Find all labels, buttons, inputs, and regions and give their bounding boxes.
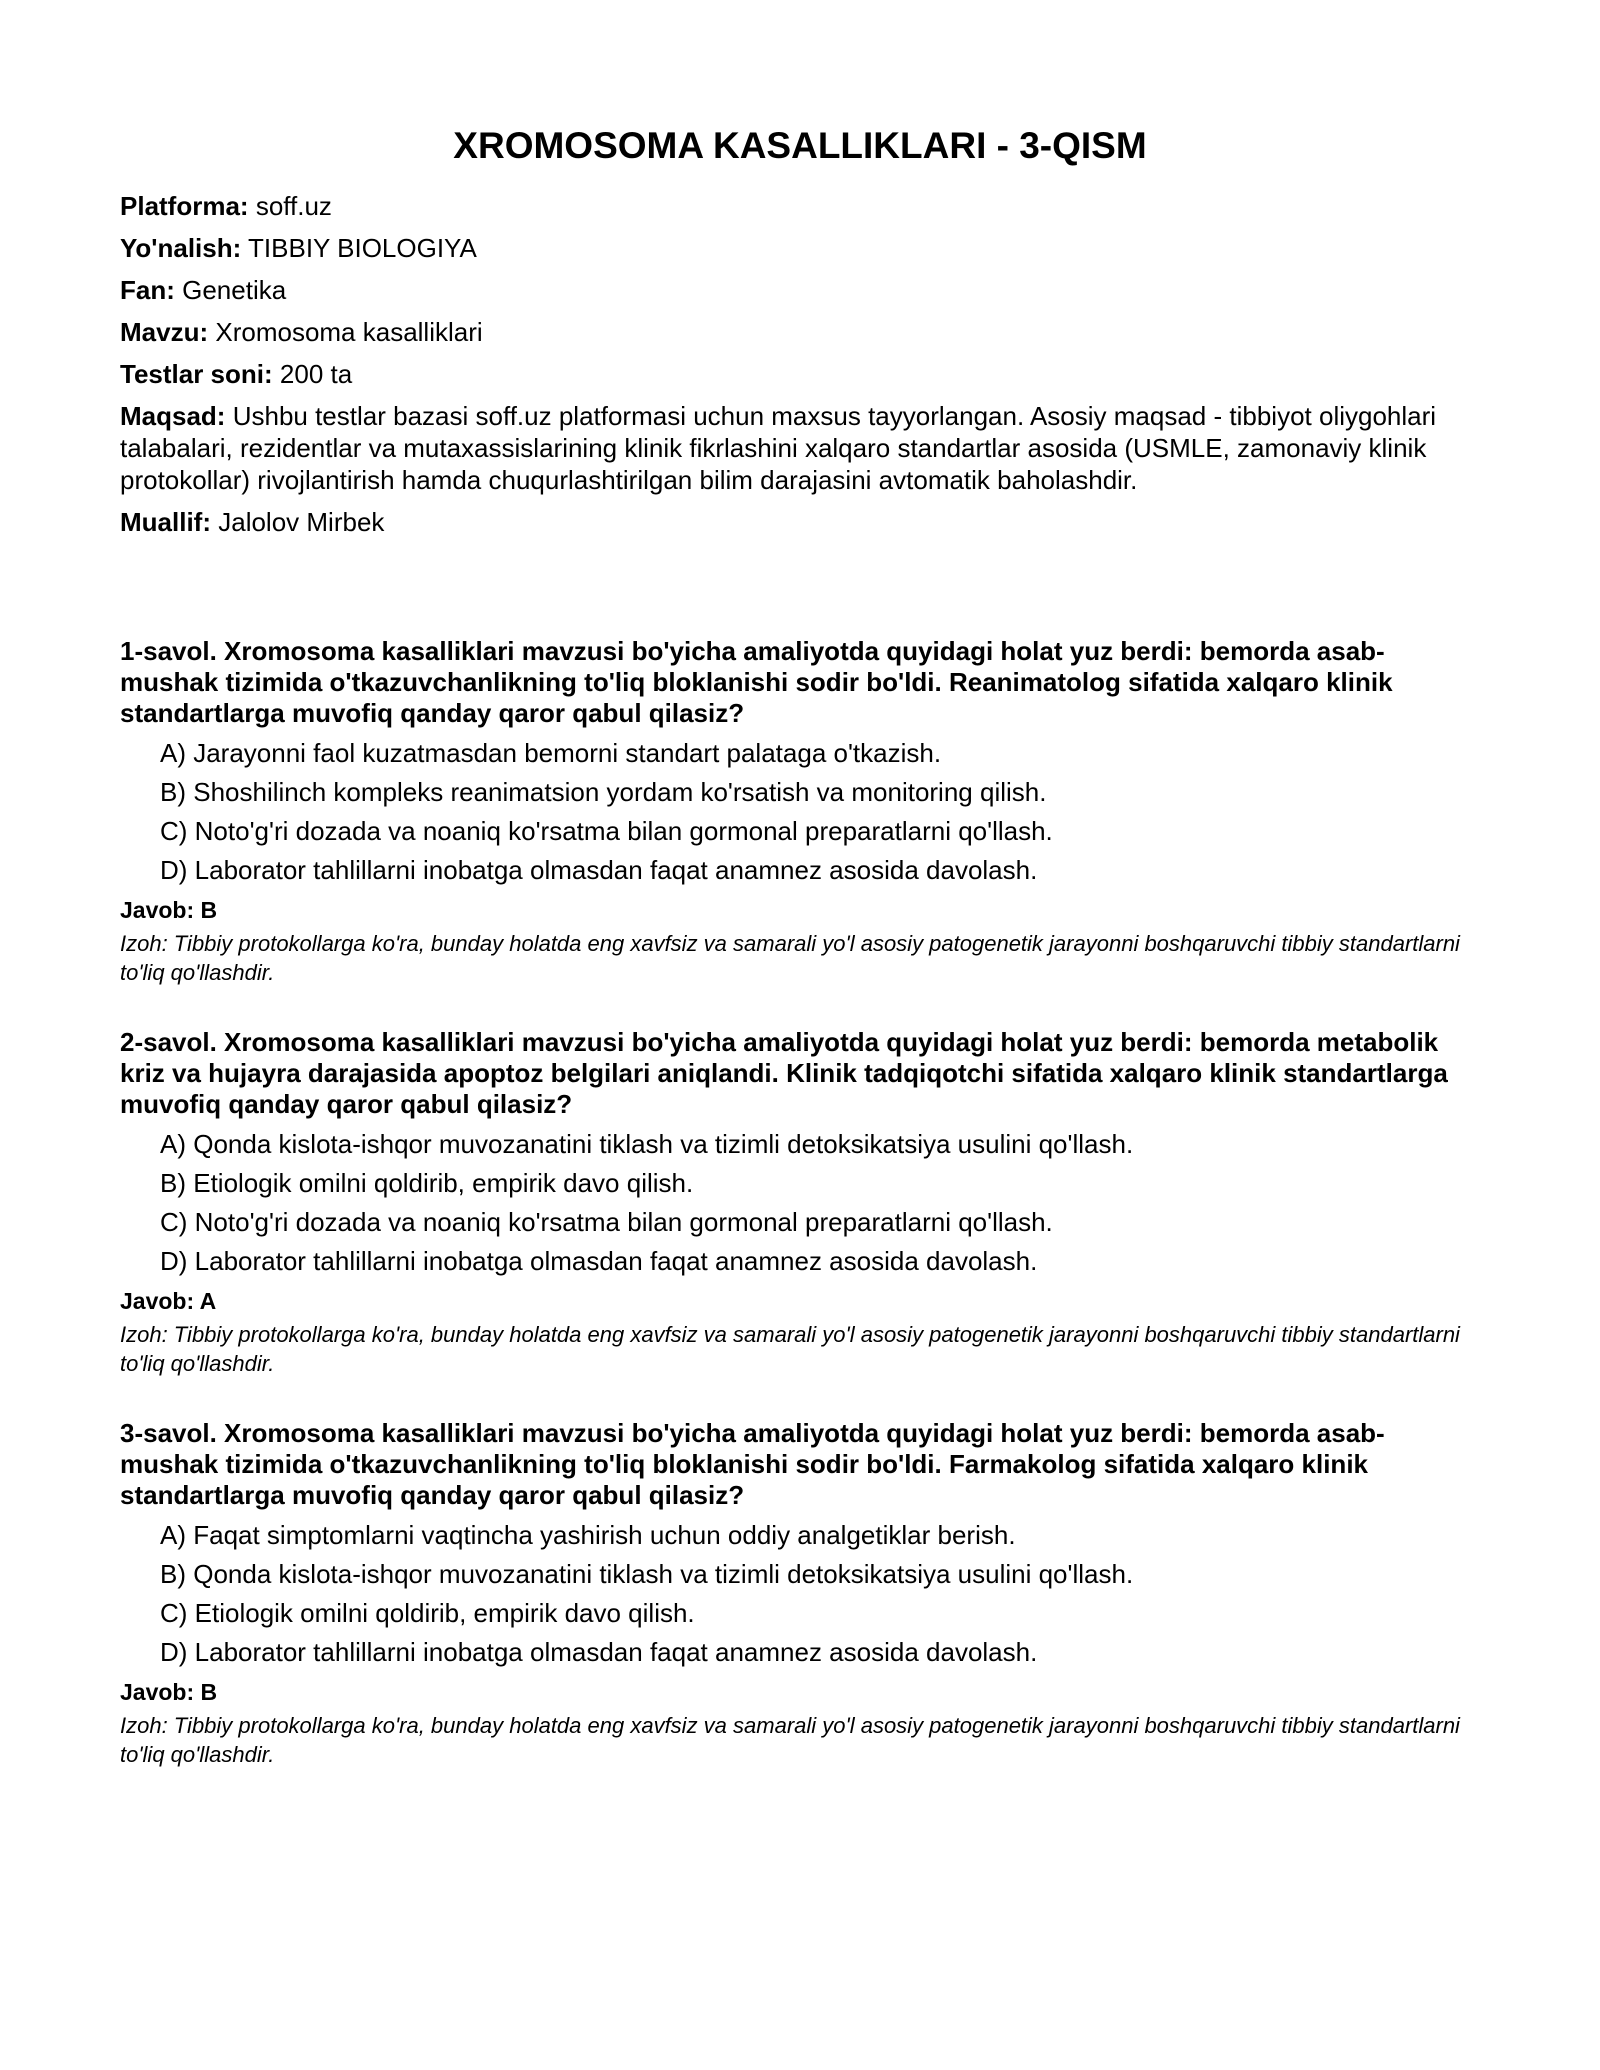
meta-value: TIBBIY BIOLOGIYA bbox=[248, 233, 477, 263]
option-a: A) Jarayonni faol kuzatmasdan bemorni standart palataga o'tkazish. bbox=[160, 738, 942, 768]
meta-value: Jalolov Mirbek bbox=[218, 507, 385, 537]
meta-value: Ushbu testlar bazasi soff.uz platformasi uchun maxsus tayyorlangan. Asosiy maqsad - tibbiyot oliygohlari talabalari, rezidentlar va mutaxassislarining klinik fikrlashini xalqaro standartlar asosida (USMLE, zamonaviy klinik protokollar) rivojlantirish hamda chuqurlashtirilgan bilim darajasini avtomatik baholashdir. bbox=[120, 401, 1437, 495]
option-c: C) Noto'g'ri dozada va noaniq ko'rsatma bilan gormonal preparatlarni qo'llash. bbox=[160, 816, 1053, 846]
option-d: D) Laborator tahlillarni inobatga olmasdan faqat anamnez asosida davolash. bbox=[160, 1246, 1038, 1276]
meta-purpose bbox=[120, 400, 1480, 496]
meta-key: Yo'nalish: bbox=[120, 233, 242, 263]
meta-key: Muallif: bbox=[120, 507, 211, 537]
meta-value: 200 ta bbox=[279, 359, 353, 389]
question-1 bbox=[120, 636, 1480, 987]
meta-key: Platforma: bbox=[120, 191, 249, 221]
option-b: B) Qonda kislota-ishqor muvozanatini tiklash va tizimli detoksikatsiya usulini qo'llash. bbox=[160, 1559, 1134, 1589]
question-2 bbox=[120, 1027, 1480, 1378]
document-title: XROMOSOMA KASALLIKLARI - 3-QISM bbox=[453, 125, 1147, 166]
meta-key: Testlar soni: bbox=[120, 359, 273, 389]
meta-subject bbox=[120, 274, 1480, 306]
option-a: A) Qonda kislota-ishqor muvozanatini tiklash va tizimli detoksikatsiya usulini qo'llash. bbox=[160, 1129, 1134, 1159]
section-spacer bbox=[120, 548, 1480, 636]
options-list bbox=[120, 1521, 1480, 1667]
explanation-note: Izoh: Tibbiy protokollarga ko'ra, bunday holatda eng xavfsiz va samarali yo'l asosiy patogenetik jarayonni boshqaruvchi tibbiy standartlarni to'liq qo'llashdir. bbox=[120, 931, 1460, 985]
meta-author bbox=[120, 506, 1480, 538]
option-b: B) Etiologik omilni qoldirib, empirik davo qilish. bbox=[160, 1168, 694, 1198]
metadata-section bbox=[120, 190, 1480, 538]
question-text: 2-savol. Xromosoma kasalliklari mavzusi bo'yicha amaliyotda quyidagi holat yuz berdi: bemorda metabolik kriz va hujayra darajasida apoptoz belgilari aniqlandi. Klinik tadqiqotchi sifatida xalqaro klinik standartlarga muvofiq qanday qaror qabul qilasiz? bbox=[120, 1027, 1448, 1119]
meta-value: Xromosoma kasalliklari bbox=[215, 317, 483, 347]
meta-test-count bbox=[120, 358, 1480, 390]
meta-platform bbox=[120, 190, 1480, 222]
options-list bbox=[120, 739, 1480, 885]
question-3 bbox=[120, 1418, 1480, 1769]
option-d: D) Laborator tahlillarni inobatga olmasdan faqat anamnez asosida davolash. bbox=[160, 1637, 1038, 1667]
option-d: D) Laborator tahlillarni inobatga olmasdan faqat anamnez asosida davolash. bbox=[160, 855, 1038, 885]
answer-label: Javob: B bbox=[120, 1679, 218, 1705]
option-c: C) Noto'g'ri dozada va noaniq ko'rsatma bilan gormonal preparatlarni qo'llash. bbox=[160, 1207, 1053, 1237]
options-list bbox=[120, 1130, 1480, 1276]
answer-label: Javob: B bbox=[120, 897, 218, 923]
option-b: B) Shoshilinch kompleks reanimatsion yordam ko'rsatish va monitoring qilish. bbox=[160, 777, 1047, 807]
option-c: C) Etiologik omilni qoldirib, empirik davo qilish. bbox=[160, 1598, 695, 1628]
meta-value: Genetika bbox=[182, 275, 287, 305]
answer-label: Javob: A bbox=[120, 1288, 217, 1314]
meta-direction bbox=[120, 232, 1480, 264]
meta-key: Mavzu: bbox=[120, 317, 209, 347]
question-text: 1-savol. Xromosoma kasalliklari mavzusi bo'yicha amaliyotda quyidagi holat yuz berdi: bemorda asab-mushak tizimida o'tkazuvchanlikning to'liq bloklanishi sodir bo'ldi. Reanimatolog sifatida xalqaro klinik standartlarga muvofiq qanday qaror qabul qilasiz? bbox=[120, 636, 1393, 728]
explanation-note: Izoh: Tibbiy protokollarga ko'ra, bunday holatda eng xavfsiz va samarali yo'l asosiy patogenetik jarayonni boshqaruvchi tibbiy standartlarni to'liq qo'llashdir. bbox=[120, 1322, 1460, 1376]
meta-key: Fan: bbox=[120, 275, 175, 305]
explanation-note: Izoh: Tibbiy protokollarga ko'ra, bunday holatda eng xavfsiz va samarali yo'l asosiy patogenetik jarayonni boshqaruvchi tibbiy standartlarni to'liq qo'llashdir. bbox=[120, 1713, 1460, 1767]
meta-value: soff.uz bbox=[255, 191, 332, 221]
option-a: A) Faqat simptomlarni vaqtincha yashirish uchun oddiy analgetiklar berish. bbox=[160, 1520, 1016, 1550]
meta-topic bbox=[120, 316, 1480, 348]
meta-key: Maqsad: bbox=[120, 401, 226, 431]
question-text: 3-savol. Xromosoma kasalliklari mavzusi bo'yicha amaliyotda quyidagi holat yuz berdi: bemorda asab-mushak tizimida o'tkazuvchanlikning to'liq bloklanishi sodir bo'ldi. Farmakolog sifatida xalqaro klinik standartlarga muvofiq qanday qaror qabul qilasiz? bbox=[120, 1418, 1385, 1510]
